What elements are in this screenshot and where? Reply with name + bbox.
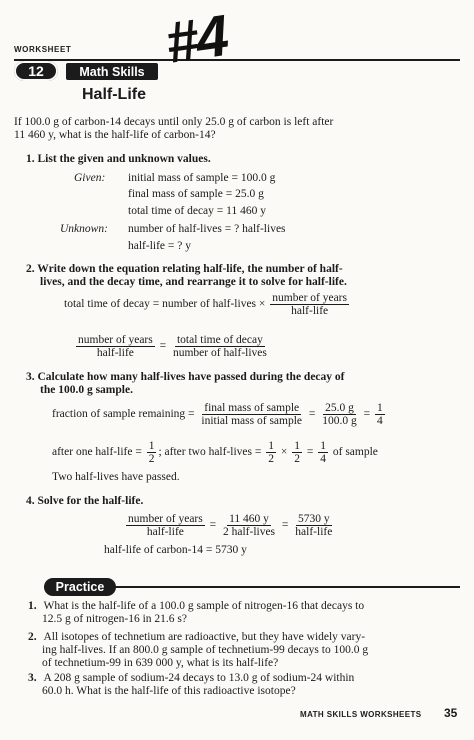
step4-frac-2-den: 2 half-lives — [222, 526, 276, 539]
step1-title: 1. List the given and unknown values. — [26, 153, 211, 165]
step2-equation-1 — [64, 292, 351, 317]
mass-value-num: 25.0 g — [325, 402, 354, 414]
half-fraction — [292, 440, 302, 465]
equals: = — [209, 519, 217, 532]
step4-frac-3 — [293, 513, 334, 538]
half-num: 1 — [294, 440, 300, 452]
given-item: total time of decay = 11 460 y — [128, 205, 266, 217]
half-den: 2 — [268, 453, 274, 466]
eq2-right-den: number of half-lives — [172, 347, 267, 360]
problem-line-2: 11 460 y, what is the half-life of carbon-14? — [14, 129, 216, 141]
worksheet-label: WORKSHEET — [14, 45, 72, 54]
quarter-num: 1 — [320, 440, 326, 452]
step4-frac-2-num: 11 460 y — [229, 513, 269, 525]
step3-conclusion: Two half-lives have passed. — [52, 471, 180, 483]
eq1-frac-num: number of years — [272, 292, 347, 304]
step4-frac-1-den: half-life — [146, 526, 184, 539]
mass-ratio-fraction — [199, 402, 304, 427]
half-fraction — [266, 440, 276, 465]
eq2-left-num: number of years — [78, 334, 153, 346]
quarter-num: 1 — [377, 402, 383, 414]
question-text: of technetium-99 in 639 000 y, what is its half-life? — [42, 657, 279, 669]
practice-question-1 — [28, 600, 448, 626]
equals: = — [306, 446, 314, 459]
unknown-item: half-life = ? y — [128, 240, 191, 252]
eq1-fraction — [270, 292, 349, 317]
question-text: ing half-lives. If an 800.0 g sample of technetium-99 decays to 100.0 g — [42, 644, 369, 656]
worksheet-number: 12 — [28, 63, 44, 79]
problem-line-1: If 100.0 g of carbon-14 decays until only 25.0 g of carbon is left after — [14, 116, 334, 128]
half-num: 1 — [268, 440, 274, 452]
banner-text: Math Skills — [79, 64, 145, 79]
question-number: 2. — [28, 631, 37, 643]
practice-question-3 — [28, 672, 448, 698]
practice-label: Practice — [55, 580, 105, 594]
eq2-right-num: total time of decay — [176, 334, 263, 346]
after-two-label: ; after two half-lives = — [158, 446, 262, 459]
given-item: final mass of sample = 25.0 g — [128, 188, 264, 200]
equals: = — [363, 408, 371, 421]
practice-badge — [44, 578, 116, 596]
unknown-item: number of half-lives = ? half-lives — [128, 223, 286, 235]
half-den: 2 — [148, 453, 155, 466]
step2-equation-2 — [74, 334, 271, 359]
half-num: 1 — [148, 440, 155, 452]
half-den: 2 — [294, 453, 300, 466]
step4-frac-3-num: 5730 y — [298, 513, 330, 525]
half-fraction — [147, 440, 157, 465]
handwritten-mark: #4 — [161, 3, 231, 76]
banner — [66, 63, 158, 80]
question-text: A 208 g sample of sodium-24 decays to 13.0 g of sodium-24 within — [43, 672, 355, 684]
fraction-remaining-left: fraction of sample remaining = — [52, 408, 195, 421]
footer-label: MATH SKILLS WORKSHEETS — [300, 710, 422, 719]
step4-frac-2 — [221, 513, 277, 538]
page-title: Half-Life — [82, 86, 146, 103]
question-text: All isotopes of technetium are radioactive, but they have widely vary- — [43, 631, 366, 643]
after-one-label: after one half-life = — [52, 446, 142, 459]
quarter-fraction — [375, 402, 385, 427]
step4-equation — [124, 513, 336, 538]
worksheet-number-badge — [14, 61, 58, 81]
quarter-fraction — [318, 440, 328, 465]
step4-title: 4. Solve for the half-life. — [26, 495, 144, 507]
question-text: 12.5 g of nitrogen-16 in 21.6 s? — [42, 613, 188, 625]
equals: = — [281, 519, 289, 532]
mass-ratio-num: final mass of sample — [204, 402, 300, 414]
times-sign: × — [280, 446, 288, 459]
mass-value-den: 100.0 g — [322, 415, 357, 428]
unknown-label: Unknown: — [60, 223, 108, 235]
question-number: 3. — [28, 672, 37, 684]
step2-title-line-2: lives, and the decay time, and rearrange it to solve for half-life. — [40, 276, 347, 288]
practice-question-2 — [28, 631, 448, 670]
step3-equation-2 — [52, 440, 378, 465]
question-number: 1. — [28, 600, 37, 612]
of-sample-label: of sample — [332, 446, 378, 459]
eq2-left-fraction — [76, 334, 155, 359]
eq1-left: total time of decay = number of half-lives × — [64, 298, 266, 311]
eq2-left-den: half-life — [96, 347, 134, 360]
step3-title-line-1: 3. Calculate how many half-lives have passed during the decay of — [26, 371, 345, 383]
eq1-frac-den: half-life — [291, 305, 329, 318]
step3-title-line-2: the 100.0 g sample. — [40, 384, 133, 396]
quarter-den: 4 — [377, 415, 383, 428]
mass-ratio-den: initial mass of sample — [201, 415, 303, 428]
given-label: Given: — [74, 172, 106, 184]
header-rule — [14, 59, 460, 61]
eq2-right-fraction — [171, 334, 269, 359]
step2-title-line-1: 2. Write down the equation relating half-life, the number of half- — [26, 263, 343, 275]
page-number: 35 — [444, 706, 458, 720]
step4-answer: half-life of carbon-14 = 5730 y — [104, 544, 247, 556]
step4-frac-1-num: number of years — [128, 513, 203, 525]
eq2-equals: = — [159, 340, 167, 353]
step3-equation-1 — [52, 402, 387, 427]
question-text: 60.0 h. What is the half-life of this radioactive isotope? — [42, 685, 296, 697]
step4-frac-3-den: half-life — [295, 526, 333, 539]
step4-frac-1 — [126, 513, 205, 538]
given-item: initial mass of sample = 100.0 g — [128, 172, 276, 184]
quarter-den: 4 — [320, 453, 326, 466]
equals: = — [308, 408, 316, 421]
mass-value-fraction — [320, 402, 359, 427]
question-text: What is the half-life of a 100.0 g sample of nitrogen-16 that decays to — [43, 600, 365, 612]
